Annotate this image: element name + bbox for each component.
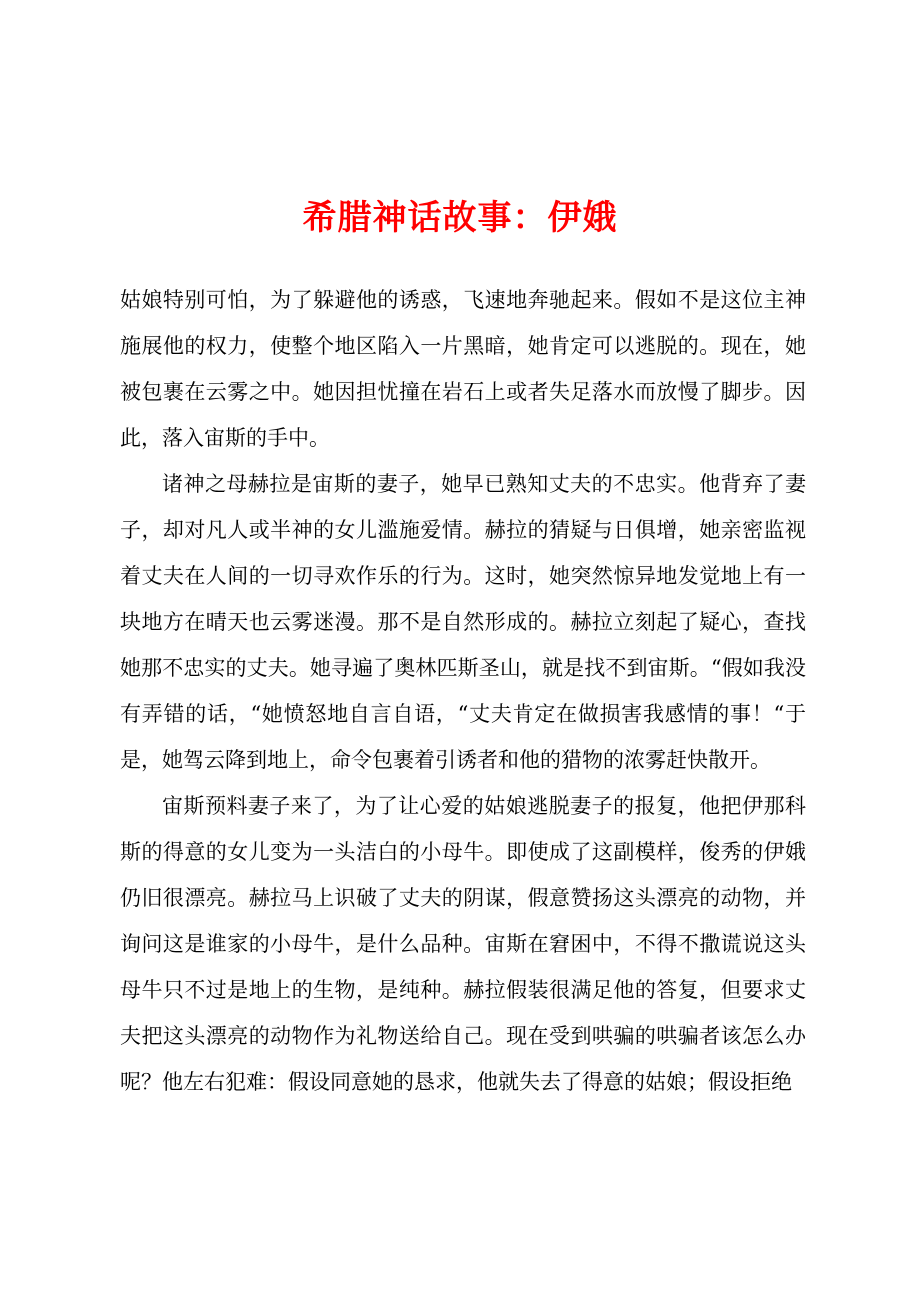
paragraph-1: 姑娘特别可怕，为了躲避他的诱惑，飞速地奔驰起来。假如不是这位主神施展他的权力，使整个地区陷入一片黑暗，她肯定可以逃脱的。现在，她被包裹在云雾之中。她因担忧撞在岩石上或者失足落水而放慢了脚步。因此，落入宙斯的手中。 [120, 288, 806, 450]
document-body [120, 277, 806, 1105]
paragraph-3: 宙斯预料妻子来了，为了让心爱的姑娘逃脱妻子的报复，他把伊那科斯的得意的女儿变为一头洁白的小母牛。即使成了这副模样，俊秀的伊娥仍旧很漂亮。赫拉马上识破了丈夫的阴谋，假意赞扬这头漂亮的动物，并询问这是谁家的小母牛，是什么品种。宙斯在窘困中，不得不撒谎说这头母牛只不过是地上的生物，是纯种。赫拉假装很满足他的答复，但要求丈夫把这头漂亮的动物作为礼物送给自己。现在受到哄骗的哄骗者该怎么办呢？他左右犯难：假设同意她的恳求，他就失去了得意的姑娘；假设拒绝 [120, 794, 806, 1094]
document-title: 希腊神话故事：伊娥 [302, 198, 618, 238]
paragraph-2: 诸神之母赫拉是宙斯的妻子，她早已熟知丈夫的不忠实。他背弃了妻子，却对凡人或半神的女儿滥施爱情。赫拉的猜疑与日俱增，她亲密监视着丈夫在人间的一切寻欢作乐的行为。这时，她突然惊异地发觉地上有一块地方在晴天也云雾迷漫。那不是自然形成的。赫拉立刻起了疑心，查找她那不忠实的丈夫。她寻遍了奥林匹斯圣山，就是找不到宙斯。“假如我没有弄错的话，“她愤怒地自言自语，“丈夫肯定在做损害我感情的事！“于是，她驾云降到地上，命令包裹着引诱者和他的猎物的浓雾赶快散开。 [120, 472, 806, 772]
